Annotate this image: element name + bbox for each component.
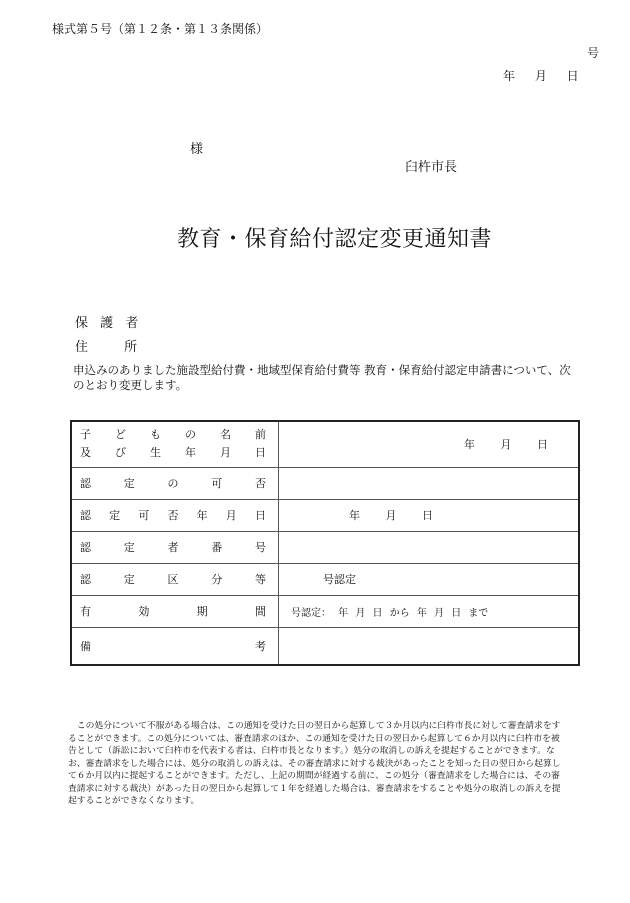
remarks-label: 備 考 [71,627,279,665]
table-row [71,563,579,595]
table-row [71,467,579,499]
addressee-suffix: 様 [190,142,204,157]
guardian-label: 保 護 者 [75,316,143,331]
table-row [71,421,579,467]
certificate-number-value [279,531,580,563]
document-number-label: 号 [587,46,600,60]
table-row [71,531,579,563]
certification-table [70,420,580,666]
child-birth-date-value: 年 月 日 [279,421,580,467]
approval-date-label: 認 定 可 否 年 月 日 [71,499,279,531]
form-number: 様式第５号（第１２条・第１３条関係） [52,22,269,36]
table-row [71,499,579,531]
child-name-birth-label: 子 ど も の 名 前 及 び 生 年 月 日 [71,421,279,467]
document-title: 教育・保育給付認定変更通知書 [177,227,493,252]
address-label: 住 所 [75,340,154,355]
approval-date-value: 年 月 日 [279,499,580,531]
validity-period-value: 号認定： 年 月 日 から 年 月 日 まで [279,595,580,627]
sender-name: 臼杵市長 [405,160,458,175]
intro-text: 申込みのありました施設型給付費・地域型保育給付費等 教育・保育給付認定申請書について、次のとおり変更します。 [73,363,571,392]
certification-category-value: 号認定 [279,563,580,595]
issue-date-label: 年 月 日 [503,69,579,83]
table-row [71,627,579,665]
approval-label: 認 定 の 可 否 [71,467,279,499]
appeal-notice: この処分について不服がある場合は、この通知を受けた日の翌日から起算して３か月以内に臼杵市長に対して審査請求をすることができます。この処分については、審査請求のほか、この通知を受けた日の翌日から起算して６か月以内に臼杵市を被告として（訴訟において臼杵市を代表する者は、臼杵市長となります。）処分の取消しの訴えを提起することができます。なお、審査請求をした場合には、処分の取消しの訴えは、その審査請求に対する裁決があったことを知った日の翌日から起算して６か月以内に提起することができます。ただし、上記の期間が経過する前に、この処分（審査請求をした場合には、その審査請求に対する裁決）があった日の翌日から起算して１年を経過した場合は、審査請求をすることや処分の取消しの訴えを提起することができなくなります。 [68,721,561,806]
table-row [71,595,579,627]
certificate-number-label: 認 定 者 番 号 [71,531,279,563]
validity-period-label: 有 効 期 間 [71,595,279,627]
certification-category-label: 認 定 区 分 等 [71,563,279,595]
remarks-value [279,627,580,665]
approval-value [279,467,580,499]
